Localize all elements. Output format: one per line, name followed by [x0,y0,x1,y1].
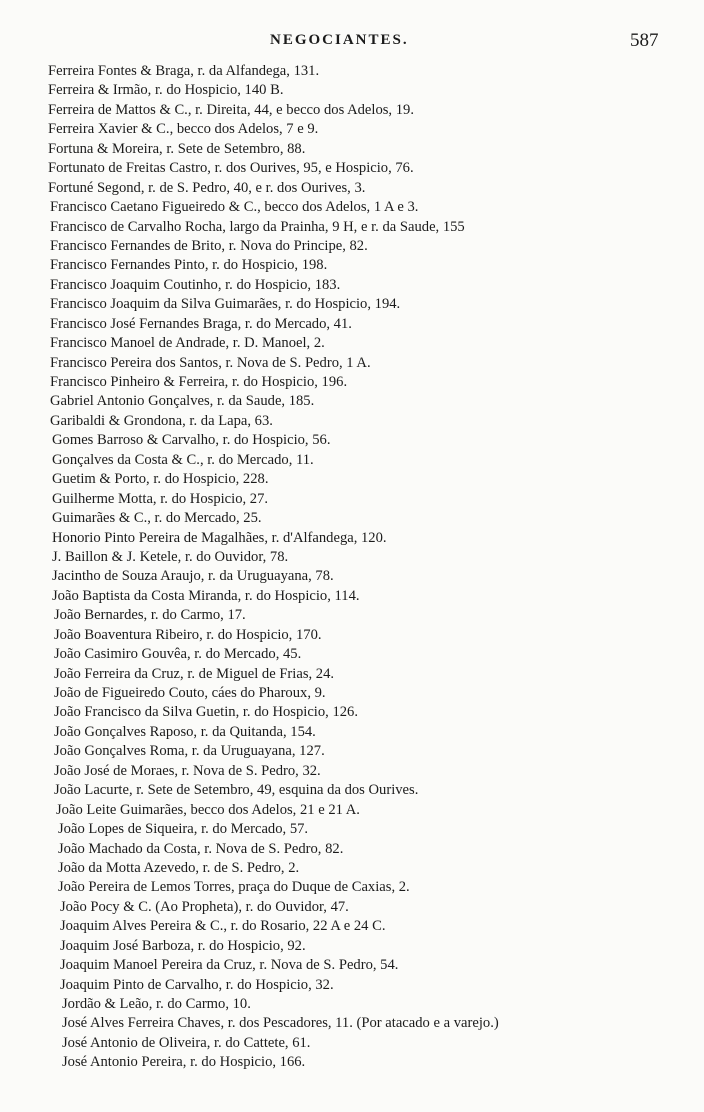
directory-entry: João Ferreira da Cruz, r. de Miguel de Frias, 24. [54,665,335,682]
directory-entry: João Lopes de Siqueira, r. do Mercado, 57. [58,821,309,838]
directory-entry: Francisco Fernandes Pinto, r. do Hospicio, 198. [50,257,328,274]
directory-entry: Guimarães & C., r. do Mercado, 25. [52,510,262,527]
directory-entry: Gabriel Antonio Gonçalves, r. da Saude, 185. [50,393,315,410]
directory-entry: Fortuné Segond, r. de S. Pedro, 40, e r. dos Ourives, 3. [48,179,366,196]
directory-entry: João Leite Guimarães, becco dos Adelos, 21 e 21 A. [56,801,360,818]
directory-entry: Gomes Barroso & Carvalho, r. do Hospicio, 56. [52,432,331,449]
directory-entry: José Antonio Pereira, r. do Hospicio, 166. [62,1054,306,1071]
page-header [0,32,704,56]
directory-entry: João Lacurte, r. Sete de Setembro, 49, esquina da dos Ourives. [54,782,419,799]
directory-entry: Ferreira de Mattos & C., r. Direita, 44, e becco dos Adelos, 19. [48,101,414,118]
directory-entry: Francisco José Fernandes Braga, r. do Mercado, 41. [50,315,352,332]
directory-entry: Gonçalves da Costa & C., r. do Mercado, 11. [52,451,314,468]
directory-entry: Guetim & Porto, r. do Hospicio, 228. [52,471,269,488]
directory-entry: Joaquim Alves Pereira & C., r. do Rosario, 22 A e 24 C. [60,918,386,935]
directory-entry: Garibaldi & Grondona, r. da Lapa, 63. [50,412,273,429]
directory-entry: Francisco Pereira dos Santos, r. Nova de S. Pedro, 1 A. [50,354,371,371]
directory-entry: João de Figueiredo Couto, cáes do Pharoux, 9. [54,685,326,701]
directory-entry: José Alves Ferreira Chaves, r. dos Pescadores, 11. (Por atacado e a varejo.) [62,1015,499,1032]
page-title: NEGOCIANTES. [270,32,409,48]
directory-entry: Ferreira & Irmão, r. do Hospicio, 140 B. [48,82,284,99]
directory-entry: Francisco Caetano Figueiredo & C., becco dos Adelos, 1 A e 3. [50,199,419,216]
directory-entry: João Machado da Costa, r. Nova de S. Pedro, 82. [58,840,344,857]
directory-entry: João Francisco da Silva Guetin, r. do Hospicio, 126. [54,704,358,721]
directory-entry: Ferreira Fontes & Braga, r. da Alfandega, 131. [48,63,320,79]
directory-entry: Francisco de Carvalho Rocha, largo da Prainha, 9 H, e r. da Saude, 155 [50,218,465,235]
directory-entry: João Bernardes, r. do Carmo, 17. [54,607,246,624]
directory-entry: Guilherme Motta, r. do Hospicio, 27. [52,490,269,507]
directory-entry: Ferreira Xavier & C., becco dos Adelos, 7 e 9. [48,121,319,138]
directory-entry: João Pereira de Lemos Torres, praça do Duque de Caxias, 2. [58,879,410,896]
directory-entry: João Boaventura Ribeiro, r. do Hospicio, 170. [54,626,322,643]
directory-entry: Joaquim Manoel Pereira da Cruz, r. Nova de S. Pedro, 54. [60,957,399,974]
directory-entry: Fortuna & Moreira, r. Sete de Setembro, 88. [48,140,306,157]
directory-entry: João Gonçalves Raposo, r. da Quitanda, 154. [54,723,316,740]
directory-entry: João Gonçalves Roma, r. da Uruguayana, 127. [54,743,325,760]
page-number: 587 [630,30,659,51]
directory-entry: Jordão & Leão, r. do Carmo, 10. [62,996,251,1012]
directory-entry: Joaquim Pinto de Carvalho, r. do Hospicio, 32. [60,976,334,993]
directory-entry: J. Baillon & J. Ketele, r. do Ouvidor, 78. [52,548,289,565]
directory-entry: Honorio Pinto Pereira de Magalhães, r. d'Alfandega, 120. [52,529,387,546]
directory-entry: Francisco Fernandes de Brito, r. Nova do Principe, 82. [50,237,368,254]
directory-entry: Francisco Joaquim da Silva Guimarães, r. do Hospicio, 194. [50,296,401,313]
directory-entry: Francisco Joaquim Coutinho, r. do Hospicio, 183. [50,276,341,293]
directory-entry: José Antonio de Oliveira, r. do Cattete, 61. [62,1034,311,1051]
directory-entry: João da Motta Azevedo, r. de S. Pedro, 2. [58,859,300,876]
directory-entry: Francisco Pinheiro & Ferreira, r. do Hospicio, 196. [50,374,348,390]
directory-entry: Joaquim José Barboza, r. do Hospicio, 92. [60,937,306,954]
directory-entries [0,62,704,1073]
directory-entry: João Casimiro Gouvêa, r. do Mercado, 45. [54,646,302,663]
directory-entry: Fortunato de Freitas Castro, r. dos Ourives, 95, e Hospicio, 76. [48,160,414,177]
directory-entry: João Pocy & C. (Ao Propheta), r. do Ouvidor, 47. [60,898,349,915]
directory-entry: João Baptista da Costa Miranda, r. do Hospicio, 114. [52,587,360,604]
directory-entry: Francisco Manoel de Andrade, r. D. Manoel, 2. [50,335,325,352]
directory-entry: Jacintho de Souza Araujo, r. da Uruguayana, 78. [52,568,334,585]
directory-entry: João José de Moraes, r. Nova de S. Pedro, 32. [54,762,321,779]
